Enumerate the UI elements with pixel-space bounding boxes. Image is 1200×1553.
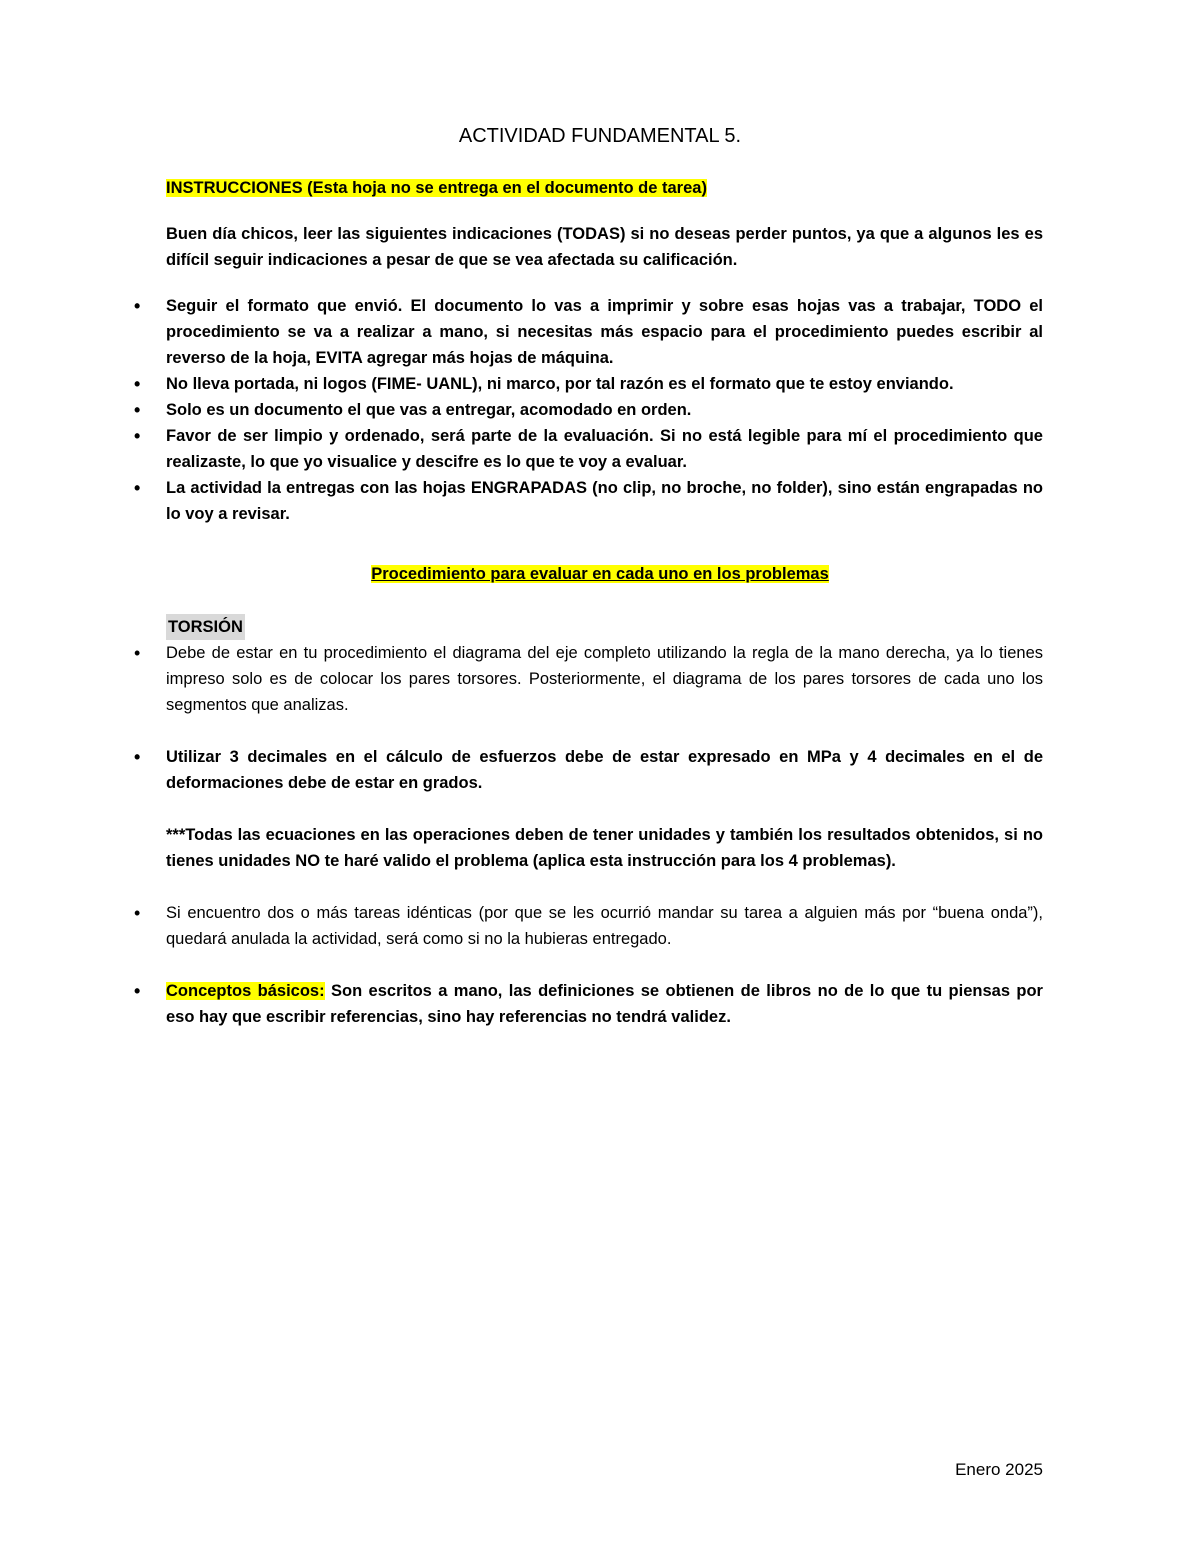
torsion-list-3 bbox=[166, 900, 1043, 952]
torsion-block bbox=[166, 614, 1043, 1030]
list-item bbox=[166, 978, 1043, 1030]
list-item: • Seguir el formato que envió. El documento lo vas a imprimir y sobre esas hojas vas a trabajar, TODO el procedimiento se va a realizar a mano, si necesitas más espacio para el procedimiento puedes escribir al reverso de la hoja, EVITA agregar más hojas de máquina. bbox=[166, 293, 1043, 371]
concepts-text: Son escritos a mano, las definiciones se obtienen de libros no de lo que tu piensas por eso hay que escribir referencias, sino hay referencias no tendrá validez. bbox=[166, 982, 1043, 1026]
instructions-list bbox=[166, 293, 1043, 527]
instructions-block bbox=[166, 175, 1043, 527]
instructions-heading bbox=[166, 175, 1043, 201]
page-title: ACTIVIDAD FUNDAMENTAL 5. bbox=[458, 125, 742, 147]
procedure-heading bbox=[0, 565, 1200, 584]
procedure-heading-text: Procedimiento para evaluar en cada uno en los problemas bbox=[371, 565, 829, 583]
instructions-heading-text: INSTRUCCIONES (Esta hoja no se entrega en el documento de tarea) bbox=[166, 179, 707, 197]
list-item: • Favor de ser limpio y ordenado, será parte de la evaluación. Si no está legible para mí el procedimiento que realizaste, lo que yo visualice y descifre es lo que te voy a evaluar. bbox=[166, 423, 1043, 475]
torsion-label-row bbox=[166, 614, 1043, 640]
torsion-list-2 bbox=[166, 744, 1043, 796]
list-item: • No lleva portada, ni logos (FIME- UANL), ni marco, por tal razón es el formato que te estoy enviando. bbox=[166, 371, 1043, 397]
footer-date: Enero 2025 bbox=[955, 1460, 1043, 1479]
units-note: ***Todas las ecuaciones en las operaciones deben de tener unidades y también los resultados obtenidos, si no tienes unidades NO te haré valido el problema (aplica esta instrucción para los 4 problemas). bbox=[166, 826, 1043, 870]
concepts-label: Conceptos básicos: bbox=[166, 982, 325, 1000]
torsion-label: TORSIÓN bbox=[166, 614, 245, 640]
torsion-list-1 bbox=[166, 640, 1043, 718]
torsion-list-4 bbox=[166, 978, 1043, 1030]
list-item: • Utilizar 3 decimales en el cálculo de esfuerzos debe de estar expresado en MPa y 4 decimales en el de deformaciones debe de estar en grados. bbox=[166, 744, 1043, 796]
list-item: • Debe de estar en tu procedimiento el diagrama del eje completo utilizando la regla de la mano derecha, ya lo tienes impreso solo es de colocar los pares torsores. Posteriormente, el diagrama de los pares torsores de cada uno los segmentos que analizas. bbox=[166, 640, 1043, 718]
list-item: • La actividad la entregas con las hojas ENGRAPADAS (no clip, no broche, no folder), sino están engrapadas no lo voy a revisar. bbox=[166, 475, 1043, 527]
list-item: • Solo es un documento el que vas a entregar, acomodado en orden. bbox=[166, 397, 1043, 423]
list-item: • Si encuentro dos o más tareas idénticas (por que se les ocurrió mandar su tarea a alguien más por “buena onda”), quedará anulada la actividad, será como si no la hubieras entregado. bbox=[166, 900, 1043, 952]
intro-paragraph: Buen día chicos, leer las siguientes indicaciones (TODAS) si no deseas perder puntos, ya que a algunos les es difícil seguir indicaciones a pesar de que se vea afectada su calificación. bbox=[166, 225, 1043, 269]
